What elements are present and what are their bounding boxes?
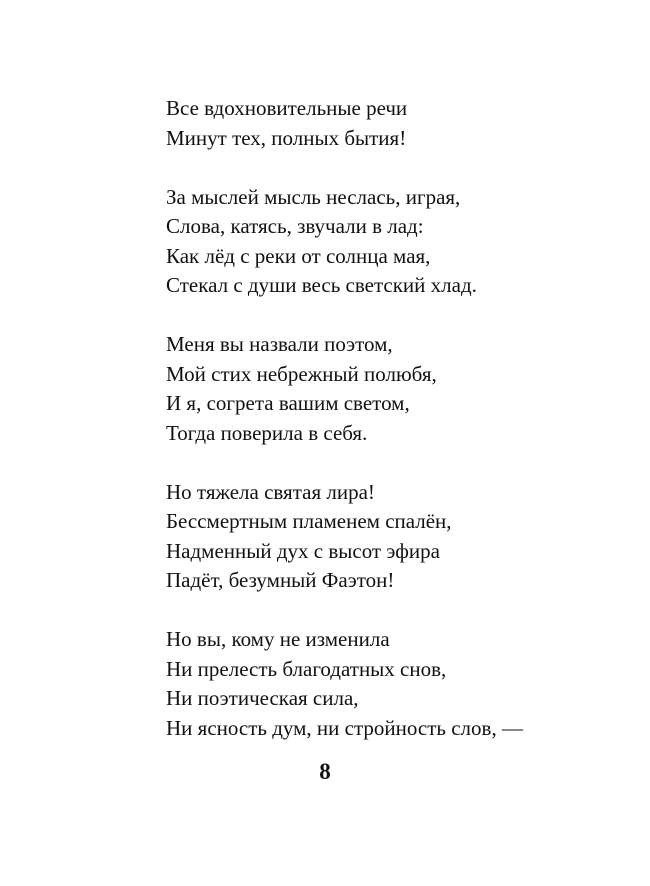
poem-line: Тогда поверила в себя. (166, 420, 368, 445)
poem-line: Но вы, кому не изменила (166, 627, 390, 651)
poem-line: Все вдохновительные речи (166, 96, 408, 120)
poem-line: Ни прелесть благодатных снов, (166, 656, 447, 681)
poem-line: Как лёд с реки от солнца мая, (166, 243, 431, 268)
poem-line: Ни поэтическая сила, (166, 686, 359, 710)
poem-line: Мой стих небрежный полюбя, (166, 361, 437, 386)
poem-line: Падёт, безумный Фаэтон! (166, 568, 395, 592)
poem-line: Минут тех, полных бытия! (166, 125, 407, 150)
poem-line: Но тяжела святая лира! (166, 479, 375, 504)
stanza (166, 183, 606, 301)
poem-line: Слова, катясь, звучали в лад: (166, 214, 424, 238)
poem-text (166, 94, 606, 773)
stanza (166, 330, 606, 448)
poem-line: Ни ясность дум, ни стройность слов, — (166, 715, 523, 740)
poem-line: Надменный дух с высот эфира (166, 538, 440, 563)
stanza (166, 94, 606, 153)
stanza (166, 625, 606, 743)
poem-line: И я, согрета вашим светом, (166, 391, 410, 415)
poem-line: Меня вы назвали поэтом, (166, 332, 393, 356)
poem-line: Стекал с души весь светский хлад. (166, 273, 477, 297)
poem-line: Бессмертным пламенем спалён, (166, 509, 452, 533)
stanza (166, 478, 606, 596)
page-number: 8 (319, 759, 331, 784)
poem-line: За мыслей мысль неслась, играя, (166, 184, 461, 209)
